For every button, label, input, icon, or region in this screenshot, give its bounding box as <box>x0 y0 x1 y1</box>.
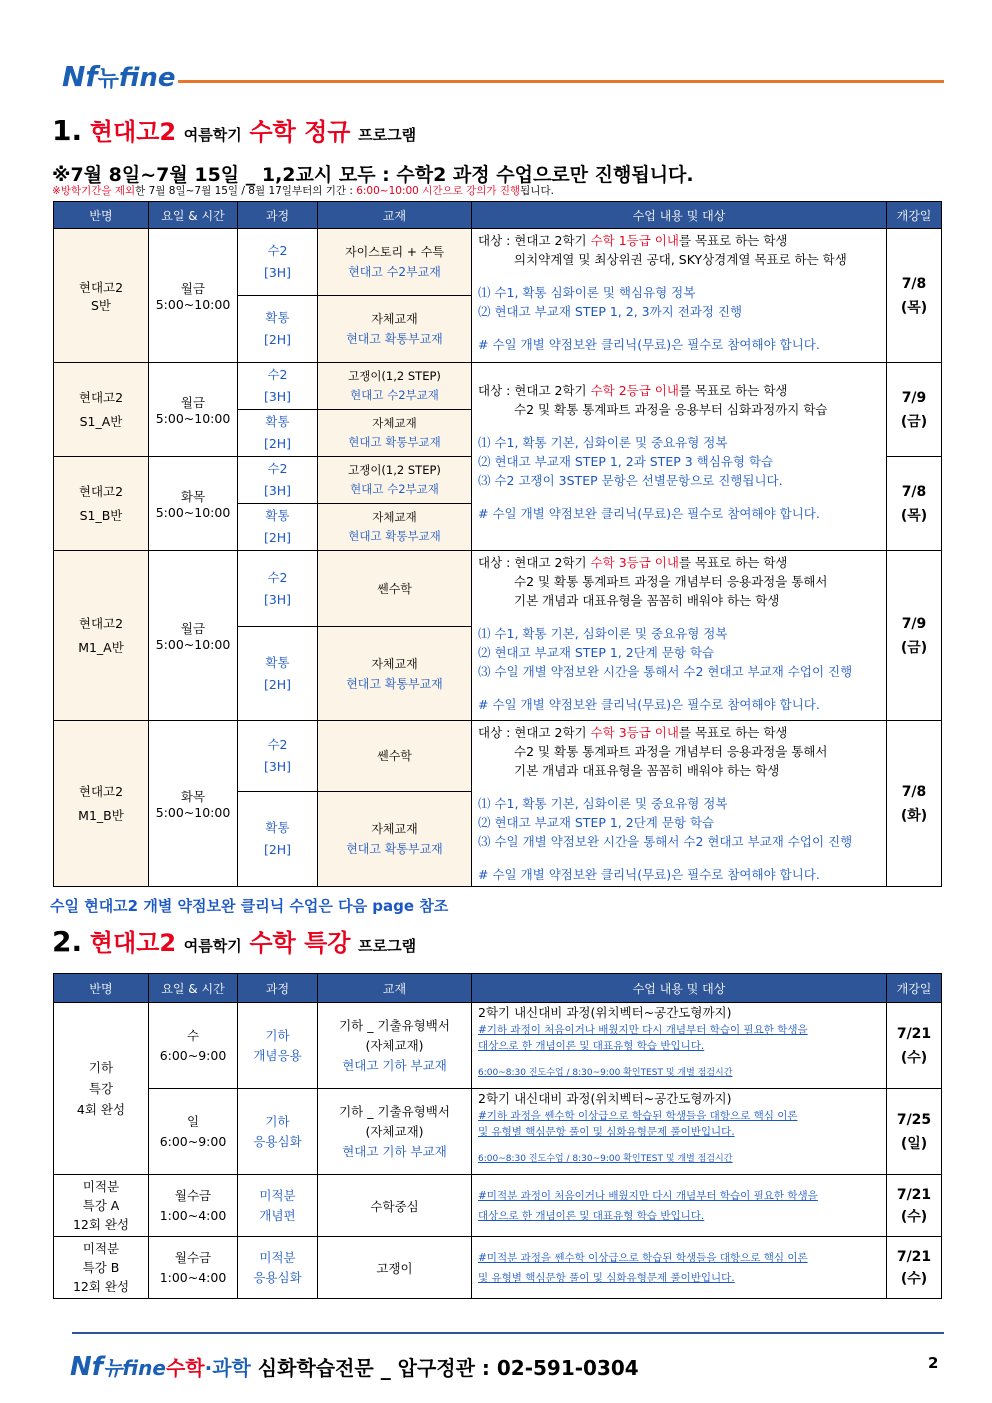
class-name: 현대고2 <box>78 615 124 631</box>
course-hours: [2H] <box>263 436 292 451</box>
days: 화목 <box>180 489 206 504</box>
start-date: 7/21 <box>896 1248 932 1265</box>
table-row <box>54 229 942 296</box>
course: 기하 <box>265 1113 290 1129</box>
course-hours: [3H] <box>263 389 292 404</box>
start-date: 7/25 <box>896 1111 932 1128</box>
footer-dot: · <box>204 1356 213 1380</box>
start-date-cell <box>887 1175 942 1237</box>
col-header: 요일 & 시간 <box>149 202 238 229</box>
table-header-row <box>54 202 942 229</box>
hours: 6:00~9:00 <box>159 1133 227 1149</box>
book-cell <box>318 791 472 886</box>
course: 확통 <box>265 414 290 429</box>
course: 수2 <box>267 569 288 585</box>
class-name: 4회 완성 <box>76 1102 126 1117</box>
book-cell <box>318 1089 472 1175</box>
text: 를 목표로 하는 학생 <box>678 725 788 740</box>
book-cell <box>318 627 472 721</box>
course: 수2 <box>267 367 288 382</box>
col-header: 교재 <box>318 202 472 229</box>
book: 자체교재 <box>372 416 417 430</box>
text: 를 목표로 하는 학생 <box>678 555 788 570</box>
col-header: 수업 내용 및 대상 <box>472 974 887 1003</box>
class-name: M1_B반 <box>78 807 124 823</box>
days: 월금 <box>180 281 206 296</box>
content-item: 대상으로 한 개념이론 및 대표유형 학습 반입니다. <box>478 1209 705 1222</box>
text: 대상 : 현대고 2학기 <box>478 725 591 740</box>
header-divider <box>178 80 944 83</box>
book-sub: 현대고 확통부교재 <box>348 435 441 449</box>
content-cell <box>472 551 887 721</box>
subject-label: 수학 특강 <box>249 929 351 957</box>
class-name-cell <box>54 1003 149 1175</box>
class-name-cell <box>54 1237 149 1299</box>
course-hours: [2H] <box>263 332 292 347</box>
course: 확통 <box>265 654 290 670</box>
class-name-cell <box>54 1175 149 1237</box>
time-cell <box>149 457 238 551</box>
hours: 5:00~10:00 <box>155 637 231 652</box>
course-cell <box>238 229 318 296</box>
text: 를 목표로 하는 학생 <box>678 233 788 248</box>
text: 를 목표로 하는 학생 <box>678 383 788 398</box>
target-line <box>478 231 880 250</box>
start-date-cell <box>887 551 942 721</box>
content-cell <box>472 1089 887 1175</box>
special-program-table <box>53 973 942 1299</box>
days: 수 <box>186 1027 200 1043</box>
target-line <box>478 381 880 400</box>
course: 미적분 <box>259 1249 296 1265</box>
schedule-note: 6:00~8:30 진도수업 / 8:30~9:00 확인TEST 및 개별 점검시간 <box>478 1154 733 1164</box>
start-day: (수) <box>900 1270 928 1287</box>
book: 자체교재 <box>371 821 418 836</box>
content-cell <box>472 363 887 551</box>
start-day: (금) <box>900 413 928 430</box>
col-header: 과정 <box>238 974 318 1003</box>
course: 확통 <box>265 819 290 835</box>
course-cell <box>238 1237 318 1299</box>
book: 기하 _ 기출유형백서 <box>339 1017 450 1033</box>
content-item: ⑴ 수1, 확통 기본, 심화이론 및 중요유형 정복 <box>478 435 728 450</box>
course: 수2 <box>267 243 288 258</box>
course: 수2 <box>267 461 288 476</box>
start-date-cell <box>887 363 942 457</box>
class-name: 현대고2 <box>78 389 124 405</box>
time-cell <box>149 1237 238 1299</box>
book: 고쟁이(1,2 STEP) <box>348 369 441 383</box>
book-cell <box>318 229 472 296</box>
time-cell <box>149 721 238 887</box>
content-item: ⑵ 현대고 부교재 STEP 1, 2단계 문항 학습 <box>478 645 715 660</box>
logo-mark: Nf <box>62 60 98 93</box>
start-day: (금) <box>900 639 928 656</box>
course-cell <box>238 1089 318 1175</box>
book-sub: 현대고 수2부교재 <box>350 388 439 402</box>
start-date-cell <box>887 457 942 551</box>
clinic-note: # 수일 개별 약점보완 클리닉(무료)은 필수로 참여해야 합니다. <box>478 867 820 882</box>
course-hours: [2H] <box>263 676 292 692</box>
hours: 5:00~10:00 <box>155 297 231 312</box>
program-label: 프로그램 <box>358 126 417 144</box>
book-sub: 현대고 기하 부교재 <box>342 1143 447 1159</box>
days: 일 <box>186 1113 200 1129</box>
content-cell <box>472 721 887 887</box>
class-name-cell <box>54 229 149 363</box>
start-date: 7/8 <box>901 783 927 800</box>
content-cell <box>472 229 887 363</box>
footer-subject: 과학 <box>212 1356 251 1380</box>
class-name: 현대고2 <box>78 279 124 295</box>
course: 확통 <box>265 310 290 325</box>
content-item: 대상으로 한 개념이론 및 대표유형 학습 반입니다. <box>478 1040 705 1052</box>
start-day: (목) <box>900 507 928 524</box>
hours: 1:00~4:00 <box>159 1269 227 1285</box>
program-title: 2학기 내신대비 과정(위치벡터~공간도형까지) <box>478 1005 732 1020</box>
content-item: ⑴ 수1, 확통 심화이론 및 핵심유형 정복 <box>478 285 696 300</box>
target-line: 기본 개념과 대표유형을 꼼꼼히 배워야 하는 학생 <box>514 763 780 778</box>
content-item: #미적분 과정을 쎈수학 이상급으로 학습된 학생들을 대항으로 핵심 이론 <box>478 1251 808 1264</box>
book-sub: 현대고 확통부교재 <box>348 529 441 543</box>
course-level: 개념응용 <box>253 1047 302 1063</box>
content-item: ⑴ 수1, 확통 기본, 심화이론 및 중요유형 정복 <box>478 626 728 641</box>
start-date-cell <box>887 721 942 887</box>
course-cell <box>238 791 318 886</box>
footer-divider <box>72 1332 944 1334</box>
time-cell <box>149 1003 238 1089</box>
footer-brand: 뉴fine <box>103 1356 166 1380</box>
class-name-cell <box>54 551 149 721</box>
logo-fine: fine <box>118 63 176 93</box>
days: 월금 <box>180 621 206 636</box>
start-date: 7/9 <box>901 389 927 406</box>
content-item: ⑵ 현대고 부교재 STEP 1, 2단계 문항 학습 <box>478 815 715 830</box>
days: 월수금 <box>174 1249 212 1265</box>
start-day: (수) <box>900 1049 928 1066</box>
course-hours: [3H] <box>263 758 292 774</box>
course-cell <box>238 296 318 363</box>
hours: 6:00~9:00 <box>159 1047 227 1063</box>
book-sub: 현대고 확통부교재 <box>346 332 443 346</box>
hours: 5:00~10:00 <box>155 411 231 426</box>
book-cell: 쎈수학 <box>318 551 472 627</box>
start-date-cell <box>887 1089 942 1175</box>
book-cell: 수학중심 <box>318 1175 472 1237</box>
course-cell <box>238 627 318 721</box>
text: 수학 1등급 이내 <box>590 233 679 248</box>
course-level: 응용심화 <box>253 1133 302 1149</box>
book: 자체교재 <box>371 312 418 326</box>
program-label: 프로그램 <box>358 937 417 955</box>
content-item: ⑵ 현대고 부교재 STEP 1, 2과 STEP 3 핵심유형 학습 <box>478 454 774 469</box>
table-header-row <box>54 974 942 1003</box>
class-name: 현대고2 <box>78 783 124 799</box>
table-row <box>54 721 942 792</box>
start-date-cell <box>887 229 942 363</box>
content-cell <box>472 1175 887 1237</box>
time-cell <box>149 363 238 457</box>
class-name: 미적분 <box>82 1241 120 1256</box>
course-hours: [2H] <box>263 530 292 545</box>
book: 기하 _ 기출유형백서 <box>339 1103 450 1119</box>
book-sub: 현대고 수2부교재 <box>348 265 441 279</box>
regular-program-table <box>53 201 942 887</box>
class-name: 기하 <box>88 1060 114 1075</box>
class-name: 12회 완성 <box>72 1279 130 1294</box>
content-item: #기하 과정을 쎈수학 이상급으로 학습된 학생들을 대항으로 핵심 이론 <box>478 1110 798 1122</box>
book: 고쟁이(1,2 STEP) <box>348 463 441 477</box>
content-item: ⑶ 수일 개별 약점보완 시간을 통해서 수2 현대고 부교재 수업이 진행 <box>478 664 853 679</box>
schedule-note: 6:00~8:30 진도수업 / 8:30~9:00 확인TEST 및 개별 점검시간 <box>478 1068 733 1078</box>
season-label: 여름학기 <box>183 126 242 144</box>
days: 월수금 <box>174 1187 212 1203</box>
class-name: 현대고2 <box>78 483 124 499</box>
start-day: (화) <box>900 807 928 824</box>
content-item: 및 유형별 핵심문항 풀이 및 심화유형문제 풀이반입니다. <box>478 1271 735 1284</box>
school-name: 현대고2 <box>89 118 177 146</box>
start-day: (일) <box>900 1135 928 1152</box>
clinic-note: # 수일 개별 약점보완 클리닉(무료)은 필수로 참여해야 합니다. <box>478 506 820 521</box>
course-cell <box>238 363 318 410</box>
text: 수학 3등급 이내 <box>590 725 679 740</box>
class-name: 특강 A <box>82 1198 120 1213</box>
days: 화목 <box>180 789 206 804</box>
start-day: (수) <box>900 1208 928 1225</box>
program-title: 2학기 내신대비 과정(위치벡터~공간도형까지) <box>478 1091 732 1106</box>
clinic-note: # 수일 개별 약점보완 클리닉(무료)은 필수로 참여해야 합니다. <box>478 697 820 712</box>
target-line: 의치약계열 및 최상위권 공대, SKY상경계열 목표로 하는 학생 <box>514 252 847 267</box>
class-name: 특강 <box>88 1081 114 1096</box>
footer <box>70 1350 639 1385</box>
book: (자체교재) <box>365 1123 424 1139</box>
start-date: 7/21 <box>896 1186 932 1203</box>
book-cell <box>318 363 472 410</box>
class-name: 미적분 <box>82 1179 120 1194</box>
course-cell <box>238 410 318 457</box>
text: 수학 3등급 이내 <box>590 555 679 570</box>
season-label: 여름학기 <box>183 937 242 955</box>
hours: 5:00~10:00 <box>155 805 231 820</box>
class-name-cell <box>54 457 149 551</box>
text: 대상 : 현대고 2학기 <box>478 555 591 570</box>
clinic-note: # 수일 개별 약점보완 클리닉(무료)은 필수로 참여해야 합니다. <box>478 337 820 352</box>
schedule-notice: ※7월 8일~7월 15일 _ 1,2교시 모두 : 수학2 과정 수업으로만 진행됩니다. <box>52 164 694 186</box>
target-line <box>478 553 880 572</box>
book-cell <box>318 296 472 363</box>
col-header: 교재 <box>318 974 472 1003</box>
book-cell: 고쟁이 <box>318 1237 472 1299</box>
class-name-cell <box>54 363 149 457</box>
course-cell <box>238 721 318 792</box>
time-cell <box>149 1089 238 1175</box>
subnote-part: 됩니다. <box>520 185 554 197</box>
class-name-cell <box>54 721 149 887</box>
start-date: 7/8 <box>901 275 927 292</box>
content-item: 및 유형별 핵심문항 풀이 및 심화유형문제 풀이반입니다. <box>478 1126 735 1138</box>
text: 대상 : 현대고 2학기 <box>478 383 591 398</box>
table-row <box>54 1175 942 1237</box>
course-hours: [3H] <box>263 591 292 607</box>
col-header: 반명 <box>54 974 149 1003</box>
table-row <box>54 363 942 410</box>
text: 수학 2등급 이내 <box>590 383 679 398</box>
start-date-cell <box>887 1003 942 1089</box>
table-row <box>54 1003 942 1089</box>
col-header: 수업 내용 및 대상 <box>472 202 887 229</box>
class-name: S1_B반 <box>79 507 123 523</box>
course-level: 응용심화 <box>253 1269 302 1285</box>
content-item: #미적분 과정이 처음이거나 배웠지만 다시 개념부터 학습이 필요한 학생을 <box>478 1189 818 1202</box>
hours: 1:00~4:00 <box>159 1207 227 1223</box>
book-cell <box>318 1003 472 1089</box>
content-item: #기하 과정이 처음이거나 배웠지만 다시 개념부터 학습이 필요한 학생을 <box>478 1024 808 1036</box>
class-name: S반 <box>90 297 111 313</box>
book-cell: 쎈수학 <box>318 721 472 792</box>
course: 수2 <box>267 736 288 752</box>
course-hours: [3H] <box>263 265 292 280</box>
book-cell <box>318 457 472 504</box>
book: 자체교재 <box>372 510 417 524</box>
subnote-part: 6:00~10:00 시간으로 강의가 진행 <box>356 185 521 197</box>
start-date: 7/21 <box>896 1025 932 1042</box>
class-name: S1_A반 <box>79 413 123 429</box>
subnote-part: ※방학기간을 제외 <box>52 185 136 197</box>
hours: 5:00~10:00 <box>155 505 231 520</box>
start-day: (목) <box>900 299 928 316</box>
section-number: 1. <box>52 114 83 147</box>
logo-hangul: 뉴 <box>97 67 119 92</box>
target-line: 수2 및 확통 통계파트 과정을 개념부터 응용과정을 통해서 <box>514 744 828 759</box>
section2-title <box>52 927 416 961</box>
clinic-reference-note: 수일 현대고2 개별 약점보완 클리닉 수업은 다음 page 참조 <box>50 897 449 915</box>
class-name: 특강 B <box>82 1260 120 1275</box>
content-cell <box>472 1237 887 1299</box>
target-line <box>478 723 880 742</box>
book-cell <box>318 504 472 551</box>
footer-subject: 수학 <box>165 1356 205 1380</box>
time-cell <box>149 1175 238 1237</box>
course-cell <box>238 551 318 627</box>
course-level: 개념편 <box>259 1207 296 1223</box>
content-item: ⑴ 수1, 확통 기본, 심화이론 및 중요유형 정복 <box>478 796 728 811</box>
subject-label: 수학 정규 <box>249 118 351 146</box>
course: 기하 <box>265 1027 290 1043</box>
book-sub: 현대고 수2부교재 <box>350 482 439 496</box>
book: 자이스토리 + 수특 <box>345 245 444 259</box>
col-header: 개강일 <box>887 202 942 229</box>
time-cell <box>149 229 238 363</box>
course-cell <box>238 1175 318 1237</box>
target-line: 기본 개념과 대표유형을 꼼꼼히 배워야 하는 학생 <box>514 593 780 608</box>
start-date: 7/8 <box>901 483 927 500</box>
course-cell <box>238 1003 318 1089</box>
col-header: 과정 <box>238 202 318 229</box>
col-header: 반명 <box>54 202 149 229</box>
subnote-part: 한 7월 8일~7월 15일 / 8월 17일부터의 기간 : <box>135 185 357 197</box>
school-name: 현대고2 <box>89 929 177 957</box>
table-row <box>54 1089 942 1175</box>
course: 미적분 <box>259 1187 296 1203</box>
book-sub: 현대고 확통부교재 <box>346 676 443 691</box>
table-row <box>54 551 942 627</box>
class-name: M1_A반 <box>78 639 124 655</box>
content-item: ⑶ 수일 개별 약점보완 시간을 통해서 수2 현대고 부교재 수업이 진행 <box>478 834 853 849</box>
table-row <box>54 1237 942 1299</box>
book-sub: 현대고 확통부교재 <box>346 841 443 856</box>
start-date-cell <box>887 1237 942 1299</box>
section1-title <box>52 116 416 150</box>
days: 월금 <box>180 395 206 410</box>
book-sub: 현대고 기하 부교재 <box>342 1057 447 1073</box>
text: 대상 : 현대고 2학기 <box>478 233 591 248</box>
content-item: ⑵ 현대고 부교재 STEP 1, 2, 3까지 전과정 진행 <box>478 304 743 319</box>
time-cell <box>149 551 238 721</box>
col-header: 개강일 <box>887 974 942 1003</box>
footer-logo-mark: Nf <box>70 1352 104 1382</box>
brand-logo <box>62 60 176 97</box>
footer-tagline: 심화학습전문 _ 압구정관 : 02-591-0304 <box>250 1356 639 1380</box>
book-cell <box>318 410 472 457</box>
course-cell <box>238 457 318 504</box>
class-name: 12회 완성 <box>72 1217 130 1232</box>
book: 자체교재 <box>371 656 418 671</box>
content-item: ⑶ 수2 고쟁이 3STEP 문항은 선별문항으로 진행됩니다. <box>478 473 783 488</box>
course: 확통 <box>265 508 290 523</box>
book: (자체교재) <box>365 1037 424 1053</box>
start-date: 7/9 <box>901 615 927 632</box>
target-line: 수2 및 확통 통계파트 과정을 응용부터 심화과정까지 학습 <box>514 402 828 417</box>
schedule-subnote <box>52 183 554 198</box>
section-number: 2. <box>52 925 83 958</box>
course-hours: [3H] <box>263 483 292 498</box>
col-header: 요일 & 시간 <box>149 974 238 1003</box>
target-line: 수2 및 확통 통계파트 과정을 개념부터 응용과정을 통해서 <box>514 574 828 589</box>
course-hours: [2H] <box>263 841 292 857</box>
content-cell <box>472 1003 887 1089</box>
page-number: 2 <box>928 1354 939 1372</box>
course-cell <box>238 504 318 551</box>
